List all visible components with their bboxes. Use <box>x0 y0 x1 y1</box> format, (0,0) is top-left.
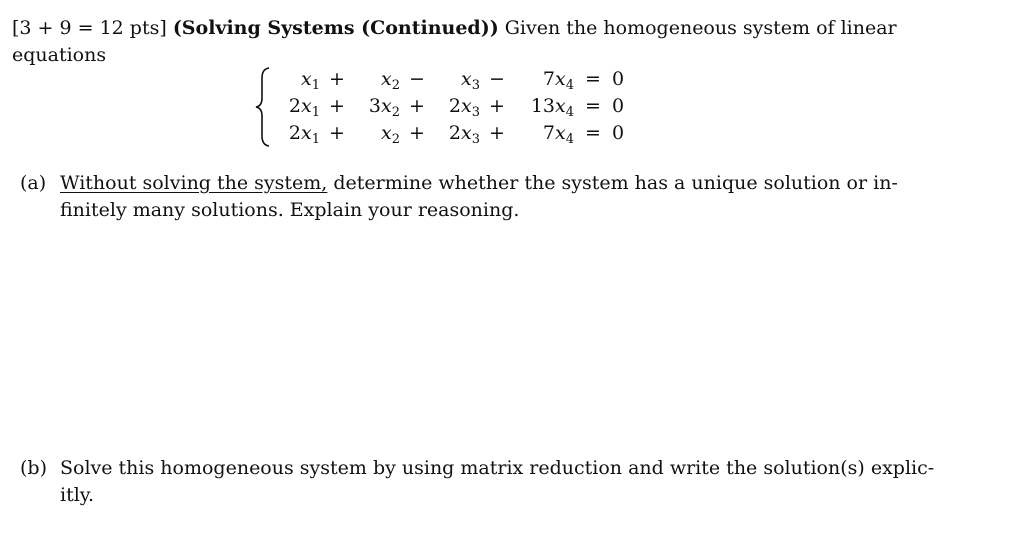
term-x3: $2x_3$ <box>448 122 480 147</box>
term-x3: $2x_3$ <box>448 95 480 120</box>
term-x4: $7x_4$ <box>542 122 574 147</box>
term-x4: $7x_4$ <box>542 68 574 93</box>
left-brace <box>254 66 272 148</box>
part-a-label: (a) <box>20 172 47 194</box>
term-x3: $x_3$ <box>461 68 480 93</box>
points-label: [3 + 9 = 12 pts] <box>12 17 167 39</box>
part-a-text: determine whether the system has a unique solution or in- <box>327 172 898 194</box>
equation-system <box>254 66 684 150</box>
operator: + <box>329 95 345 117</box>
term-x1: $2x_1$ <box>288 122 320 147</box>
part-b-text: Solve this homogeneous system by using matrix reduction and write the solution(s) explic- <box>60 457 935 479</box>
part-b-text-continued: itly. <box>60 484 95 506</box>
operator: + <box>409 122 425 144</box>
term-x2: $3x_2$ <box>368 95 400 120</box>
equation-grid <box>278 66 632 147</box>
part-b-label: (b) <box>20 457 47 479</box>
term-x2: $x_2$ <box>381 68 400 93</box>
operator: − <box>489 68 505 90</box>
part-a-text-continued: finitely many solutions. Explain your reasoning. <box>60 199 520 221</box>
operator: + <box>409 95 425 117</box>
operator: + <box>489 122 505 144</box>
right-hand-side: 0 <box>612 95 625 117</box>
intro-text: Given the homogeneous system of linear <box>504 17 897 39</box>
operator: + <box>329 68 345 90</box>
equals-sign: = <box>585 95 601 117</box>
part-a-underlined-text: Without solving the system, <box>60 172 328 194</box>
operator: + <box>489 95 505 117</box>
section-title: (Solving Systems (Continued)) <box>172 17 499 39</box>
term-x4: $13x_4$ <box>530 95 574 120</box>
part-b <box>20 455 935 506</box>
term-x1: $x_1$ <box>301 68 320 93</box>
part-a <box>20 170 898 221</box>
operator: − <box>409 68 425 90</box>
term-x2: $x_2$ <box>381 122 400 147</box>
right-hand-side: 0 <box>612 68 625 90</box>
right-hand-side: 0 <box>612 122 625 144</box>
intro-text-continued: equations <box>12 44 107 66</box>
equals-sign: = <box>585 122 601 144</box>
problem-header <box>12 16 897 40</box>
operator: + <box>329 122 345 144</box>
term-x1: $2x_1$ <box>288 95 320 120</box>
equals-sign: = <box>585 68 601 90</box>
